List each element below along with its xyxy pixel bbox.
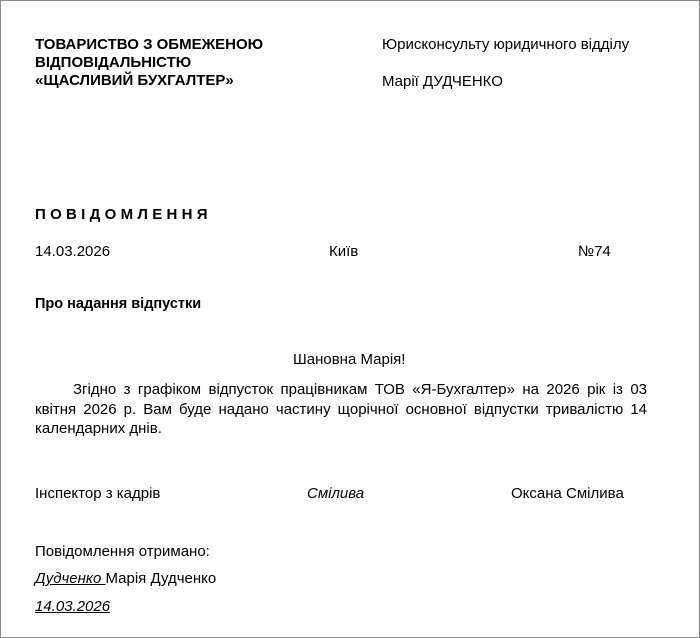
document-subject: Про надання відпустки [35, 296, 202, 312]
document-title: ПОВІДОМЛЕННЯ [35, 206, 212, 223]
company-name-line-1: ТОВАРИСТВО З ОБМЕЖЕНОЮ [35, 36, 264, 53]
document-date: 14.03.2026 [35, 243, 111, 260]
company-name-line-2: ВІДПОВІДАЛЬНІСТЮ [35, 54, 192, 71]
receipt-date: 14.03.2026 [35, 598, 111, 615]
document-city: Київ [329, 243, 359, 260]
body-paragraph [35, 380, 647, 439]
company-name-line-3: «ЩАСЛИВИЙ БУХГАЛТЕР» [35, 72, 234, 89]
addressee-position: Юрисконсульту юридичного відділу [382, 36, 630, 53]
signer-full-name: Оксана Смілива [511, 485, 624, 502]
document-number: №74 [578, 243, 611, 260]
receipt-full-name: Марія Дудченко [105, 570, 217, 587]
receipt-label: Повідомлення отримано: [35, 543, 210, 560]
salutation: Шановна Марія! [293, 351, 406, 368]
body-text: Згідно з графіком відпусток працівникам ТОВ «Я-Бухгалтер» на 2026 рік із 03 квітня 2026 р. Вам буде надано частину щорічної основної відпустки тривалістю 14 календарних днів. [35, 381, 647, 437]
receipt-signature: Дудченко [35, 570, 102, 587]
signer-signature: Смілива [307, 485, 365, 502]
receipt-signature-line [35, 570, 216, 588]
signer-position: Інспектор з кадрів [35, 485, 161, 502]
addressee-name: Марії ДУДЧЕНКО [382, 73, 503, 90]
